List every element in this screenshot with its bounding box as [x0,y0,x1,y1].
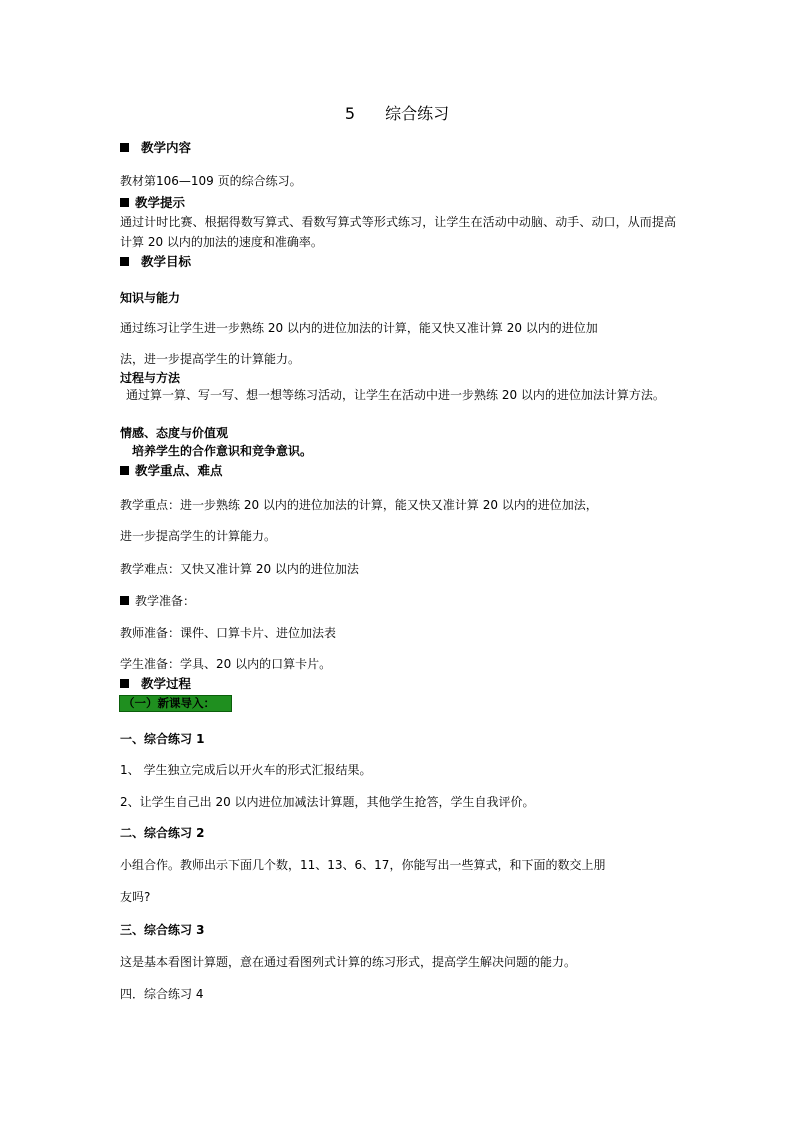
prep-teacher: 教师准备：课件、口算卡片、进位加法表 [120,626,337,640]
goal-sub-emotion: 情感、态度与价值观 [120,426,229,440]
prep-student: 学生准备：学具、20 以内的口算卡片。 [120,657,332,671]
key-text-2: 教学难点：又快又准计算 20 以内的进位加法 [120,562,359,576]
section-heading-goal: 教学目标 [120,254,191,270]
square-bullet-icon [120,596,129,605]
goal-text-knowledge-1: 通过练习让学生进一步熟练 20 以内的进位加法的计算，能又快又准计算 20 以内的进位加 [120,321,598,335]
intro-highlight-label: （一）新课导入： [119,695,232,712]
section-heading-hint: 教学提示 [120,195,185,211]
title-number: 5 [344,104,356,123]
key-text-1a: 教学重点：进一步熟练 20 以内的进位加法的计算，能又快又准计算 20 以内的进位加法， [120,498,598,512]
exercise-4-heading: 四．综合练习 4 [120,987,204,1001]
goal-sub-knowledge: 知识与能力 [120,291,181,305]
title-text: 综合练习 [385,104,450,123]
exercise-1-item-1: 1、 学生独立完成后以开火车的形式汇报结果。 [120,763,372,777]
square-bullet-icon [120,466,129,475]
square-bullet-icon [120,143,129,152]
hint-text: 通过计时比赛、根据得数写算式、看数写算式等形式练习，让学生在活动中动脑、动手、动口，从而提高计算 20 以内的加法的速度和准确率。 [120,215,676,249]
square-bullet-icon [120,257,129,266]
exercise-2-text-a: 小组合作。教师出示下面几个数，11、13、6、17，你能写出一些算式，和下面的数交上朋 [120,858,606,872]
exercise-3-text: 这是基本看图计算题，意在通过看图列式计算的练习形式，提高学生解决问题的能力。 [120,955,577,969]
exercise-1-heading: 一、综合练习 1 [120,732,205,746]
section-heading-prep: 教学准备： [120,593,195,609]
goal-text-knowledge-2: 法，进一步提高学生的计算能力。 [120,352,301,366]
goal-text-emotion: 培养学生的合作意识和竞争意识。 [132,444,313,458]
section-heading-process: 教学过程 [120,676,191,692]
exercise-3-heading: 三、综合练习 3 [120,923,205,937]
square-bullet-icon [120,198,129,207]
key-text-1b: 进一步提高学生的计算能力。 [120,529,277,543]
section-heading-key: 教学重点、难点 [120,463,223,479]
exercise-2-heading: 二、综合练习 2 [120,826,205,840]
square-bullet-icon [120,679,129,688]
goal-text-process: 通过算一算、写一写、想一想等练习活动，让学生在活动中进一步熟练 20 以内的进位加法计算方法。 [126,388,665,402]
goal-sub-process: 过程与方法 [120,371,181,385]
exercise-2-text-b: 友吗? [120,890,151,904]
section-heading-content: 教学内容 [120,140,191,156]
content-text: 教材第106—109 页的综合练习。 [120,174,302,188]
exercise-1-item-2: 2、让学生自己出 20 以内进位加减法计算题，其他学生抢答，学生自我评价。 [120,795,535,809]
page-title [0,104,794,124]
